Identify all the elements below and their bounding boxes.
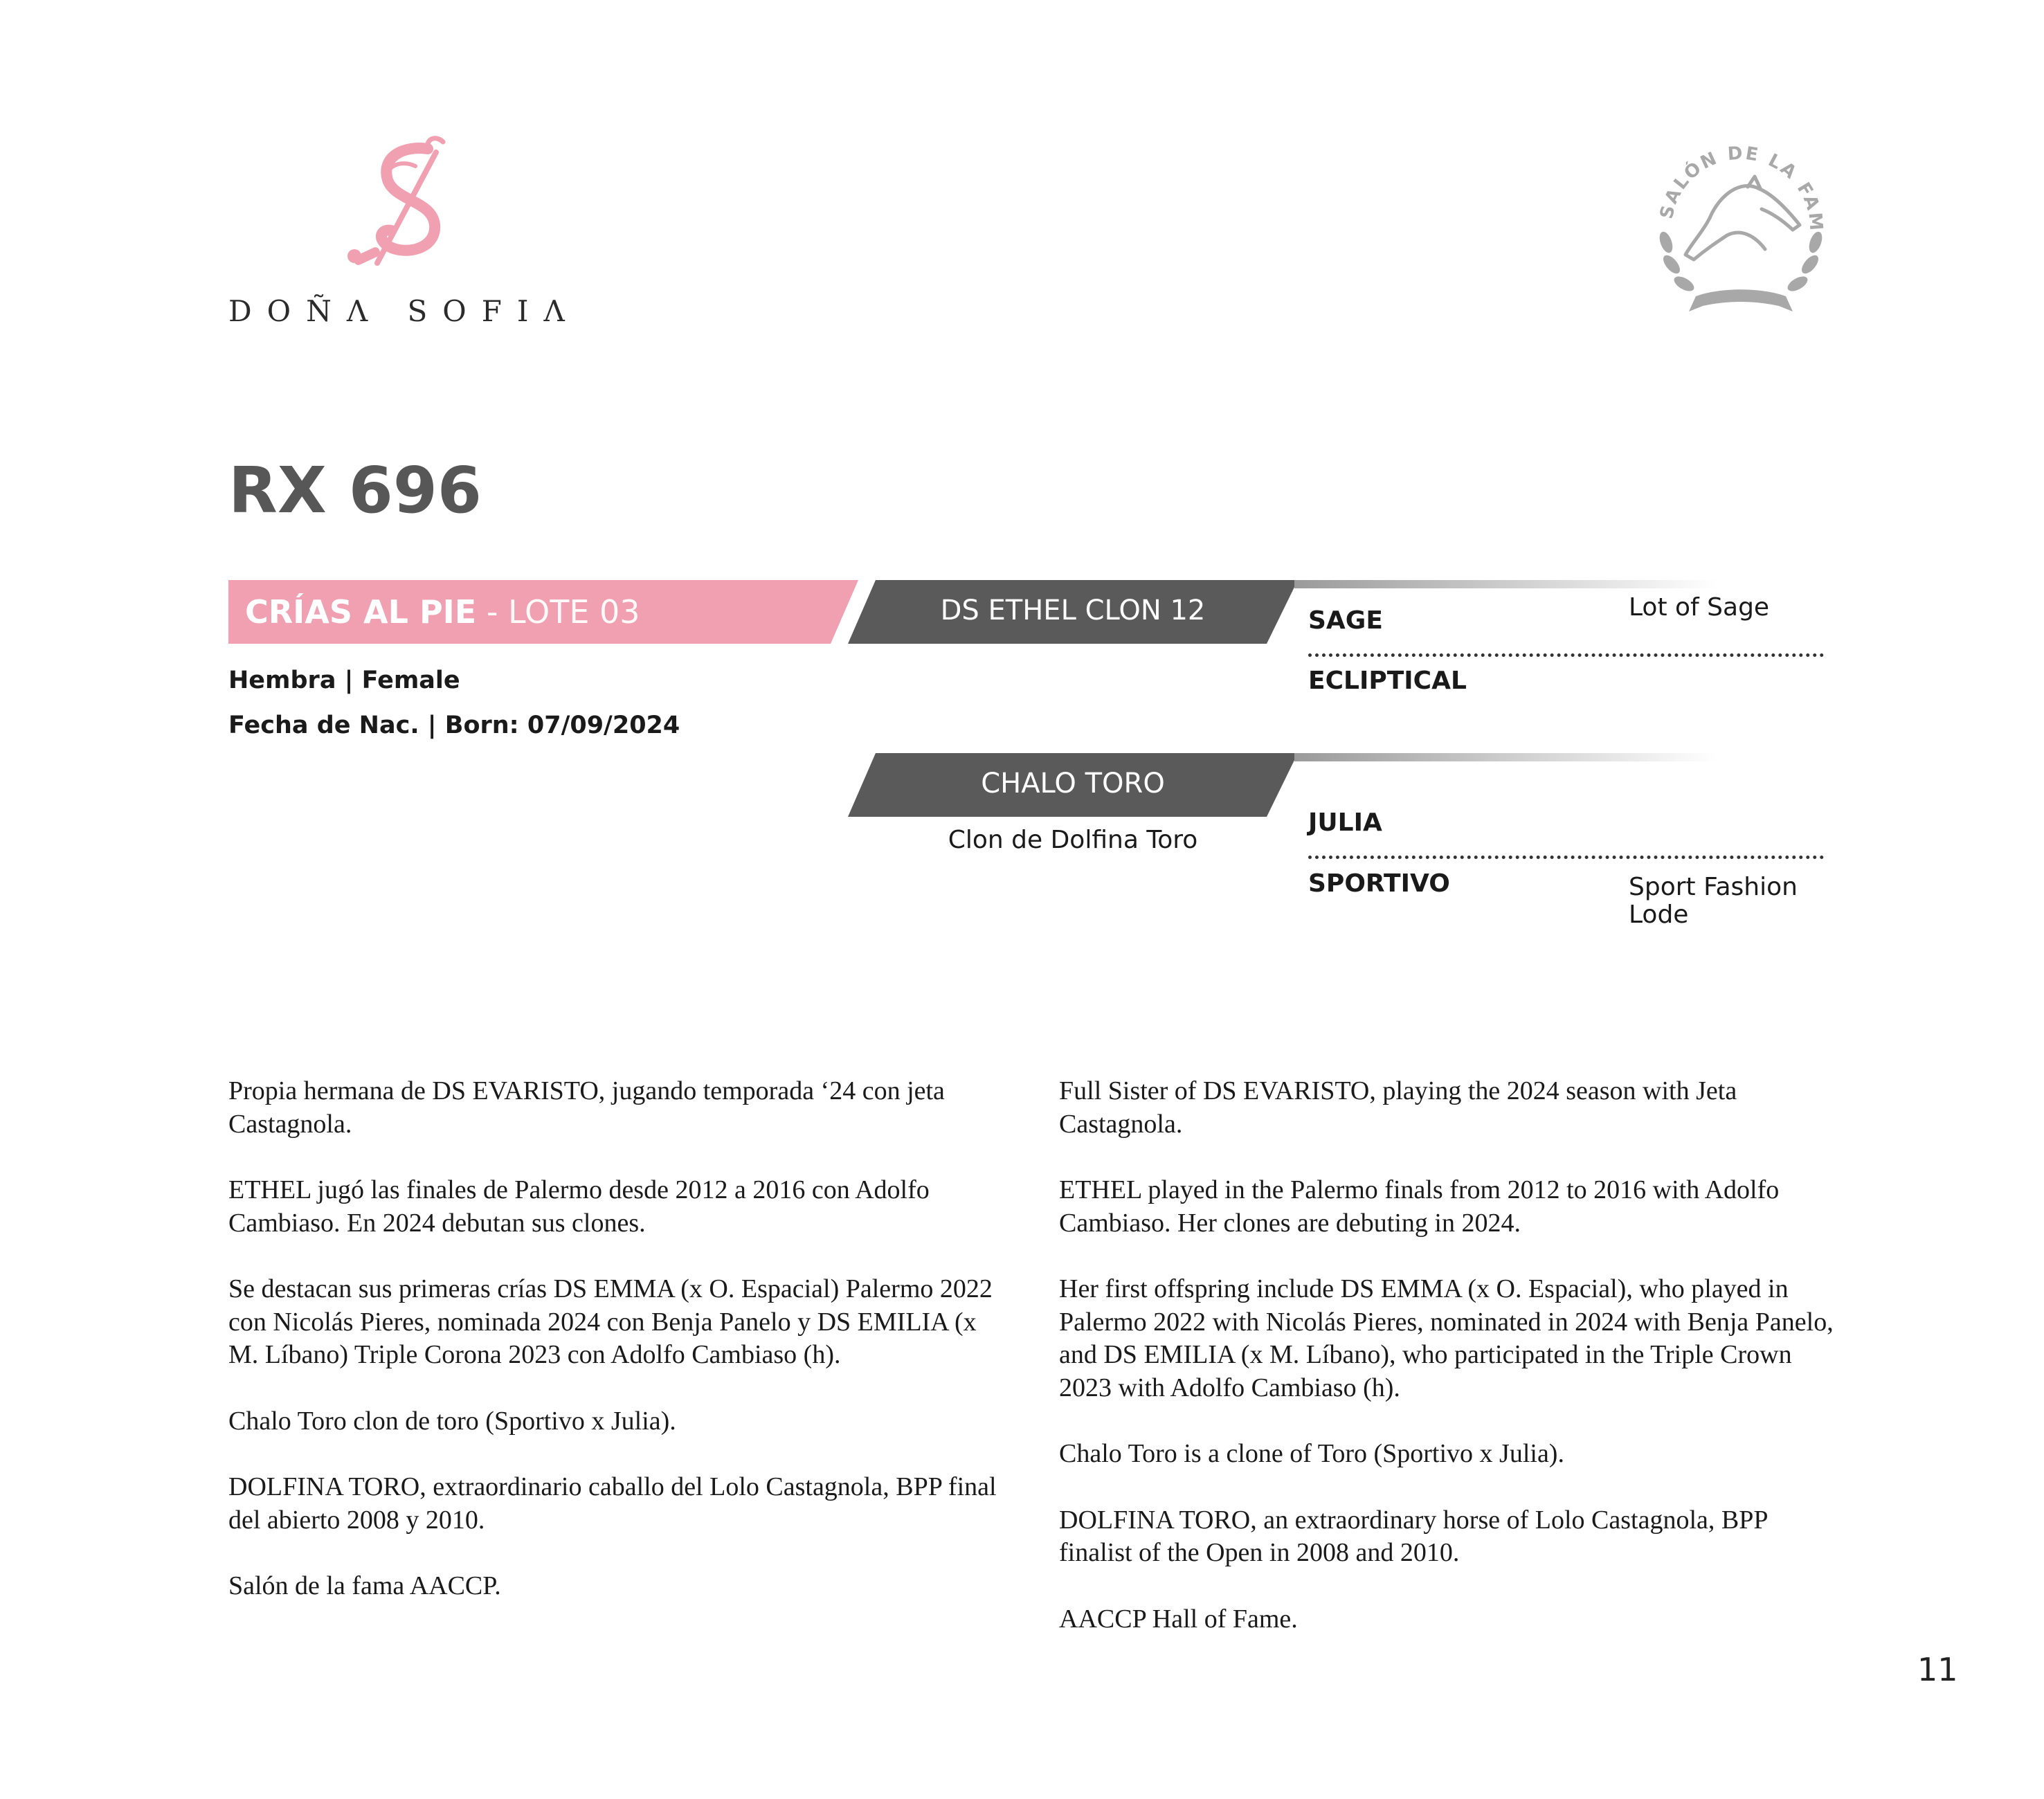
paragraph: DOLFINA TORO, an extraordinary horse of Lolo Castagnola, BPP finalist of the Open in 2008 and 2010.: [1059, 1505, 1768, 1567]
sire-sire-sire-name: Sport Fashion Lode: [1629, 873, 1798, 929]
category-strong: CRÍAS AL PIE: [245, 593, 477, 631]
horse-head-laurel-icon: [1644, 132, 1838, 325]
dam-banner: [848, 580, 1298, 644]
polo-mallet-s-monogram-icon: [339, 135, 457, 273]
dam-connector: [1294, 580, 1717, 588]
paragraph: AACCP Hall of Fame.: [1059, 1604, 1298, 1634]
dam-name: DS ETHEL CLON 12: [940, 595, 1206, 626]
pedigree-divider: [1308, 856, 1824, 859]
pedigree-divider: [1308, 653, 1824, 657]
category-banner: [228, 580, 858, 644]
paragraph: ETHEL jugó las finales de Palermo desde 2012 a 2016 con Adolfo Cambiaso. En 2024 debutan sus clones.: [228, 1175, 930, 1238]
spanish-description: [228, 1075, 1004, 1636]
sire-sire-name: SPORTIVO: [1308, 869, 1450, 898]
dam-dam-name: ECLIPTICAL: [1308, 667, 1467, 695]
dam-sire-sire-name: Lot of Sage: [1629, 593, 1770, 622]
svg-text:SALÓN DE LA FAMA: [1644, 132, 1827, 233]
paragraph: Her first offspring include DS EMMA (x O. Espacial), who played in Palermo 2022 with Nicolás Pieres, nominated in 2024 with Benja Panelo, and DS EMILIA (x M. Líbano), who participated in the Triple Crown 2023 with Adolfo Cambiaso (h).: [1059, 1274, 1834, 1402]
sire-name: CHALO TORO: [981, 768, 1165, 799]
paragraph: Chalo Toro is a clone of Toro (Sportivo x Julia).: [1059, 1439, 1564, 1468]
category-label: [245, 580, 640, 644]
sire-banner: [848, 753, 1298, 817]
sex-line: Hembra | Female: [228, 667, 460, 694]
dam-sire-name: SAGE: [1308, 606, 1383, 635]
paragraph: ETHEL played in the Palermo finals from 2012 to 2016 with Adolfo Cambiaso. Her clones are debuting in 2024.: [1059, 1175, 1780, 1238]
paragraph: Salón de la fama AACCP.: [228, 1571, 501, 1600]
category-lot: - LOTE 03: [476, 593, 640, 631]
sire-note: Clon de Dolfina Toro: [948, 826, 1198, 854]
paragraph: DOLFINA TORO, extraordinario caballo del Lolo Castagnola, BPP final del abierto 2008 y 2010.: [228, 1472, 997, 1535]
sire-connector: [1294, 753, 1717, 761]
paragraph: Full Sister of DS EVARISTO, playing the 2024 season with Jeta Castagnola.: [1059, 1076, 1737, 1139]
page-number: 11: [1917, 1651, 1958, 1688]
seal-text: SALÓN DE LA FAM: [1656, 143, 1827, 234]
english-description: [1059, 1075, 1834, 1669]
hall-of-fame-seal: [1644, 132, 1838, 325]
paragraph: Se destacan sus primeras crías DS EMMA (x O. Espacial) Palermo 2022 con Nicolás Pieres, nominada 2024 con Benja Panelo y DS EMILIA (x M. Líbano) Triple Corona 2023 con Adolfo Cambiaso (h).: [228, 1274, 993, 1369]
lot-title: RX 696: [228, 453, 482, 527]
paragraph: Propia hermana de DS EVARISTO, jugando temporada ‘24 con jeta Castagnola.: [228, 1076, 945, 1139]
born-line: Fecha de Nac. | Born: 07/09/2024: [228, 712, 680, 739]
paragraph: Chalo Toro clon de toro (Sportivo x Julia).: [228, 1406, 676, 1436]
sire-dam-name: JULIA: [1308, 808, 1382, 837]
brand-name: DOÑΛ SOFIΛ: [228, 294, 580, 328]
